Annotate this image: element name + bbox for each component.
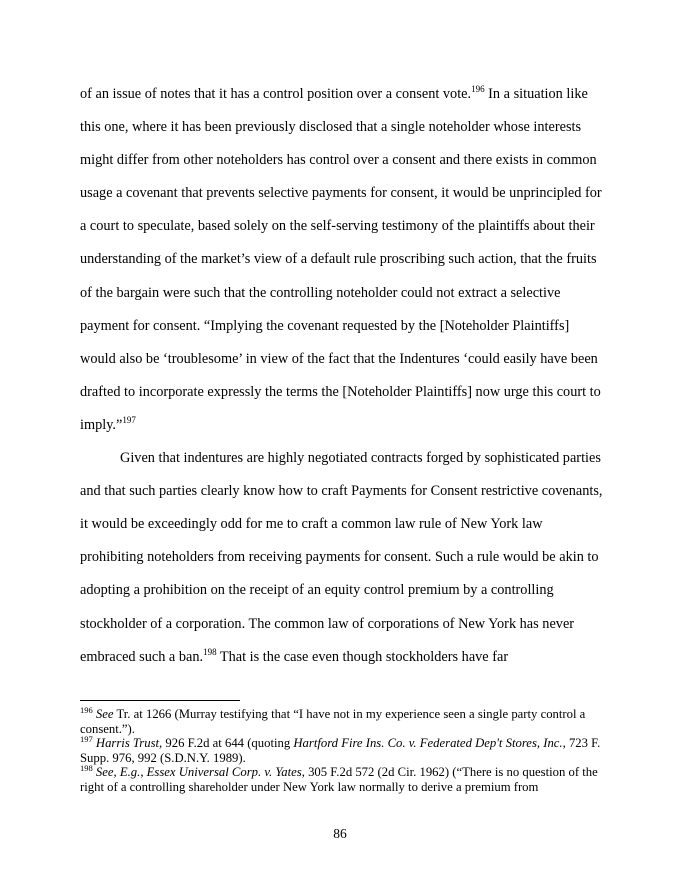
paragraph-1: of an issue of notes that it has a control position over a consent vote.$^{196}$ In a situation like this one, where it has been previously disclosed that a single noteholder whose interests might differ from other noteholders has control over a consent and there exists in common usage a covenant that prevents selective payments for consent, it would be unprincipled for a court to speculate, based solely on the self-serving testimony of the plaintiffs about their understanding of the market’s view of a default rule proscribing such action, that the fruits of the bargain were such that the controlling noteholder could not extract a selective payment for consent. “Implying the covenant requested by the [Noteholder Plaintiffs] would also be ‘troublesome’ in view of the fact that the Indentures ‘could easily have been drafted to incorporate expressly the terms the [Noteholder Plaintiffs] now urge this court to imply.”$^{197}$	[80, 84, 602, 433]
footnote-196: $^{196}$ See Tr. at 1266 (Murray testifying that “I have not in my experience seen a single party control a consent.”).	[80, 704, 586, 736]
footnotes	[80, 704, 608, 795]
footnote-ref-197[interactable]: 197	[122, 415, 136, 426]
footnote-separator	[80, 700, 240, 701]
footnote-197: $^{197}$ Harris Trust, 926 F.2d at 644 (quoting Hartford Fire Ins. Co. v. Federated Dep't Stores, Inc., 723 F. Supp. 976, 992 (S.D.N.Y. 1989).	[80, 733, 601, 765]
footnote-number: 196	[80, 704, 93, 715]
body-text	[80, 78, 608, 674]
paragraph-2: Given that indentures are highly negotiated contracts forged by sophisticated parties and that such parties clearly know how to craft Payments for Consent restrictive covenants, it would be exceedingly odd for me to craft a common law rule of New York law prohibiting noteholders from receiving payments for consent. Such a rule would be akin to adopting a prohibition on the receipt of an equity control premium by a controlling stockholder of a corporation. The common law of corporations of New York has never embraced such a ban.$^{198}$ That is the case even though stockholders have far	[80, 450, 603, 665]
footnote-number: 197	[80, 733, 93, 744]
footnote-ref-198[interactable]: 198	[203, 646, 217, 657]
page-number: 86	[333, 826, 347, 841]
footnote-number: 198	[80, 763, 93, 774]
footnote-ref-196[interactable]: 196	[471, 84, 485, 95]
footnote-198: $^{198}$ See, E.g., Essex Universal Corp. v. Yates, 305 F.2d 572 (2d Cir. 1962) (“There is no question of the right of a controlling shareholder under New York law normally to derive a premium from	[80, 763, 598, 794]
